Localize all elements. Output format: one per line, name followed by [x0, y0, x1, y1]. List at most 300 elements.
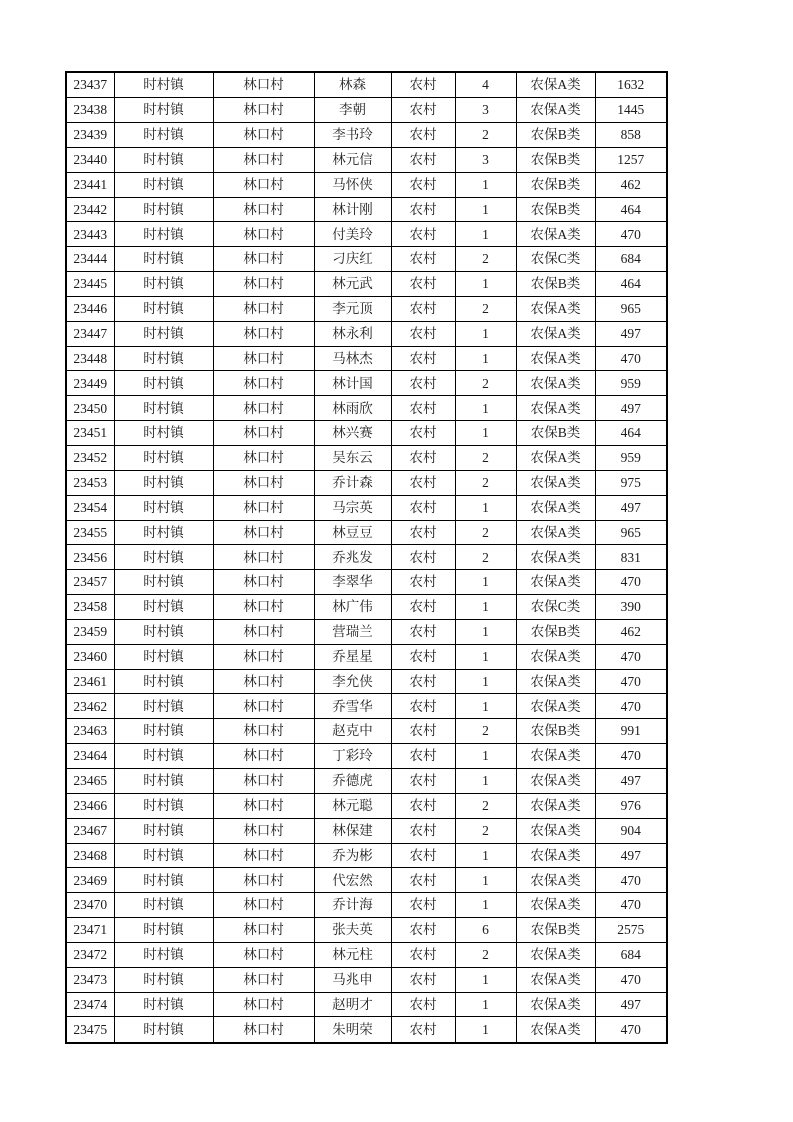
- table-row: [66, 98, 667, 123]
- cell-village: 林口村: [213, 147, 314, 172]
- cell-insurance_category: 农保A类: [516, 793, 595, 818]
- cell-residence_type: 农村: [391, 371, 455, 396]
- table-row: [66, 72, 667, 98]
- cell-name: 林元聪: [314, 793, 391, 818]
- cell-name: 乔德虎: [314, 768, 391, 793]
- cell-town: 时村镇: [114, 619, 213, 644]
- cell-village: 林口村: [213, 247, 314, 272]
- cell-amount: 497: [595, 843, 667, 868]
- cell-town: 时村镇: [114, 470, 213, 495]
- cell-name: 乔为彬: [314, 843, 391, 868]
- cell-record_id: 23442: [66, 197, 114, 222]
- cell-insurance_category: 农保A类: [516, 222, 595, 247]
- cell-record_id: 23449: [66, 371, 114, 396]
- cell-name: 代宏然: [314, 868, 391, 893]
- cell-amount: 965: [595, 296, 667, 321]
- table-row: [66, 918, 667, 943]
- cell-name: 赵明才: [314, 992, 391, 1017]
- cell-record_id: 23438: [66, 98, 114, 123]
- cell-person_count: 2: [455, 793, 516, 818]
- cell-town: 时村镇: [114, 595, 213, 620]
- cell-insurance_category: 农保A类: [516, 72, 595, 98]
- table-row: [66, 818, 667, 843]
- cell-residence_type: 农村: [391, 72, 455, 98]
- cell-record_id: 23468: [66, 843, 114, 868]
- table-row: [66, 669, 667, 694]
- cell-insurance_category: 农保B类: [516, 272, 595, 297]
- cell-town: 时村镇: [114, 197, 213, 222]
- cell-name: 林保建: [314, 818, 391, 843]
- cell-residence_type: 农村: [391, 570, 455, 595]
- cell-amount: 965: [595, 520, 667, 545]
- cell-amount: 2575: [595, 918, 667, 943]
- cell-village: 林口村: [213, 918, 314, 943]
- cell-person_count: 1: [455, 992, 516, 1017]
- table-row: [66, 595, 667, 620]
- cell-record_id: 23461: [66, 669, 114, 694]
- cell-record_id: 23470: [66, 893, 114, 918]
- cell-amount: 497: [595, 321, 667, 346]
- cell-amount: 497: [595, 992, 667, 1017]
- cell-name: 马林杰: [314, 346, 391, 371]
- cell-insurance_category: 农保B类: [516, 172, 595, 197]
- cell-person_count: 1: [455, 644, 516, 669]
- cell-amount: 1632: [595, 72, 667, 98]
- cell-record_id: 23457: [66, 570, 114, 595]
- cell-record_id: 23452: [66, 446, 114, 471]
- cell-insurance_category: 农保B类: [516, 147, 595, 172]
- cell-amount: 975: [595, 470, 667, 495]
- cell-town: 时村镇: [114, 172, 213, 197]
- cell-village: 林口村: [213, 72, 314, 98]
- cell-amount: 470: [595, 346, 667, 371]
- cell-residence_type: 农村: [391, 520, 455, 545]
- cell-insurance_category: 农保A类: [516, 644, 595, 669]
- cell-residence_type: 农村: [391, 247, 455, 272]
- cell-name: 付美玲: [314, 222, 391, 247]
- cell-insurance_category: 农保A类: [516, 669, 595, 694]
- cell-amount: 959: [595, 371, 667, 396]
- cell-town: 时村镇: [114, 545, 213, 570]
- cell-town: 时村镇: [114, 992, 213, 1017]
- cell-town: 时村镇: [114, 843, 213, 868]
- cell-town: 时村镇: [114, 346, 213, 371]
- table-row: [66, 619, 667, 644]
- cell-person_count: 1: [455, 222, 516, 247]
- cell-insurance_category: 农保A类: [516, 570, 595, 595]
- cell-person_count: 2: [455, 247, 516, 272]
- cell-insurance_category: 农保B类: [516, 619, 595, 644]
- cell-record_id: 23475: [66, 1017, 114, 1043]
- cell-person_count: 2: [455, 942, 516, 967]
- cell-insurance_category: 农保A类: [516, 470, 595, 495]
- cell-town: 时村镇: [114, 893, 213, 918]
- cell-residence_type: 农村: [391, 868, 455, 893]
- table-row: [66, 843, 667, 868]
- cell-town: 时村镇: [114, 396, 213, 421]
- cell-record_id: 23439: [66, 123, 114, 148]
- cell-village: 林口村: [213, 545, 314, 570]
- cell-insurance_category: 农保A类: [516, 98, 595, 123]
- cell-village: 林口村: [213, 1017, 314, 1043]
- cell-town: 时村镇: [114, 147, 213, 172]
- cell-amount: 976: [595, 793, 667, 818]
- cell-town: 时村镇: [114, 495, 213, 520]
- cell-village: 林口村: [213, 818, 314, 843]
- cell-person_count: 1: [455, 172, 516, 197]
- cell-village: 林口村: [213, 520, 314, 545]
- cell-person_count: 2: [455, 520, 516, 545]
- cell-person_count: 1: [455, 495, 516, 520]
- cell-village: 林口村: [213, 222, 314, 247]
- cell-amount: 464: [595, 421, 667, 446]
- cell-record_id: 23444: [66, 247, 114, 272]
- cell-person_count: 4: [455, 72, 516, 98]
- table-row: [66, 694, 667, 719]
- cell-town: 时村镇: [114, 272, 213, 297]
- cell-residence_type: 农村: [391, 644, 455, 669]
- cell-name: 赵克中: [314, 719, 391, 744]
- cell-person_count: 1: [455, 694, 516, 719]
- cell-name: 林元柱: [314, 942, 391, 967]
- table-row: [66, 1017, 667, 1043]
- cell-town: 时村镇: [114, 1017, 213, 1043]
- cell-person_count: 2: [455, 545, 516, 570]
- cell-residence_type: 农村: [391, 495, 455, 520]
- cell-village: 林口村: [213, 172, 314, 197]
- cell-insurance_category: 农保A类: [516, 346, 595, 371]
- cell-person_count: 2: [455, 818, 516, 843]
- cell-insurance_category: 农保B类: [516, 123, 595, 148]
- table-row: [66, 197, 667, 222]
- cell-person_count: 1: [455, 843, 516, 868]
- cell-residence_type: 农村: [391, 346, 455, 371]
- cell-person_count: 2: [455, 446, 516, 471]
- cell-person_count: 1: [455, 197, 516, 222]
- cell-village: 林口村: [213, 843, 314, 868]
- table-row: [66, 793, 667, 818]
- cell-person_count: 1: [455, 346, 516, 371]
- cell-amount: 470: [595, 744, 667, 769]
- cell-town: 时村镇: [114, 942, 213, 967]
- cell-insurance_category: 农保A类: [516, 967, 595, 992]
- cell-person_count: 6: [455, 918, 516, 943]
- cell-insurance_category: 农保A类: [516, 520, 595, 545]
- cell-insurance_category: 农保A类: [516, 321, 595, 346]
- cell-insurance_category: 农保A类: [516, 371, 595, 396]
- cell-record_id: 23443: [66, 222, 114, 247]
- cell-amount: 470: [595, 893, 667, 918]
- table-body: [66, 72, 667, 1043]
- cell-name: 李书玲: [314, 123, 391, 148]
- cell-name: 李翠华: [314, 570, 391, 595]
- cell-residence_type: 农村: [391, 1017, 455, 1043]
- cell-insurance_category: 农保A类: [516, 843, 595, 868]
- table-row: [66, 495, 667, 520]
- cell-village: 林口村: [213, 893, 314, 918]
- cell-town: 时村镇: [114, 793, 213, 818]
- cell-residence_type: 农村: [391, 967, 455, 992]
- cell-insurance_category: 农保B类: [516, 719, 595, 744]
- cell-residence_type: 农村: [391, 98, 455, 123]
- cell-amount: 470: [595, 570, 667, 595]
- cell-person_count: 1: [455, 1017, 516, 1043]
- cell-name: 林广伟: [314, 595, 391, 620]
- cell-person_count: 1: [455, 595, 516, 620]
- cell-record_id: 23437: [66, 72, 114, 98]
- cell-village: 林口村: [213, 495, 314, 520]
- cell-village: 林口村: [213, 694, 314, 719]
- cell-name: 乔雪华: [314, 694, 391, 719]
- cell-amount: 1445: [595, 98, 667, 123]
- cell-record_id: 23458: [66, 595, 114, 620]
- cell-town: 时村镇: [114, 371, 213, 396]
- cell-residence_type: 农村: [391, 843, 455, 868]
- cell-town: 时村镇: [114, 918, 213, 943]
- cell-person_count: 2: [455, 123, 516, 148]
- cell-record_id: 23454: [66, 495, 114, 520]
- cell-record_id: 23446: [66, 296, 114, 321]
- cell-record_id: 23459: [66, 619, 114, 644]
- cell-residence_type: 农村: [391, 893, 455, 918]
- cell-village: 林口村: [213, 644, 314, 669]
- cell-name: 林永利: [314, 321, 391, 346]
- cell-person_count: 3: [455, 98, 516, 123]
- table-row: [66, 520, 667, 545]
- cell-village: 林口村: [213, 123, 314, 148]
- cell-record_id: 23440: [66, 147, 114, 172]
- cell-town: 时村镇: [114, 669, 213, 694]
- cell-amount: 470: [595, 222, 667, 247]
- cell-insurance_category: 农保A类: [516, 768, 595, 793]
- cell-amount: 904: [595, 818, 667, 843]
- cell-record_id: 23463: [66, 719, 114, 744]
- cell-name: 林兴赛: [314, 421, 391, 446]
- cell-residence_type: 农村: [391, 421, 455, 446]
- cell-record_id: 23474: [66, 992, 114, 1017]
- cell-residence_type: 农村: [391, 744, 455, 769]
- cell-town: 时村镇: [114, 818, 213, 843]
- cell-town: 时村镇: [114, 123, 213, 148]
- cell-name: 林计国: [314, 371, 391, 396]
- cell-town: 时村镇: [114, 694, 213, 719]
- cell-amount: 684: [595, 942, 667, 967]
- cell-amount: 464: [595, 197, 667, 222]
- cell-town: 时村镇: [114, 744, 213, 769]
- cell-amount: 470: [595, 694, 667, 719]
- table-row: [66, 942, 667, 967]
- cell-residence_type: 农村: [391, 669, 455, 694]
- cell-name: 林计刚: [314, 197, 391, 222]
- cell-residence_type: 农村: [391, 719, 455, 744]
- cell-village: 林口村: [213, 296, 314, 321]
- cell-name: 李允侠: [314, 669, 391, 694]
- cell-residence_type: 农村: [391, 272, 455, 297]
- cell-record_id: 23451: [66, 421, 114, 446]
- table-row: [66, 768, 667, 793]
- table-row: [66, 744, 667, 769]
- table-row: [66, 644, 667, 669]
- cell-amount: 858: [595, 123, 667, 148]
- cell-residence_type: 农村: [391, 172, 455, 197]
- cell-residence_type: 农村: [391, 694, 455, 719]
- cell-residence_type: 农村: [391, 396, 455, 421]
- cell-insurance_category: 农保A类: [516, 545, 595, 570]
- cell-amount: 684: [595, 247, 667, 272]
- cell-record_id: 23472: [66, 942, 114, 967]
- cell-person_count: 1: [455, 768, 516, 793]
- table-row: [66, 172, 667, 197]
- cell-insurance_category: 农保A类: [516, 1017, 595, 1043]
- cell-amount: 470: [595, 868, 667, 893]
- cell-amount: 470: [595, 644, 667, 669]
- table-row: [66, 321, 667, 346]
- cell-town: 时村镇: [114, 446, 213, 471]
- cell-name: 丁彩玲: [314, 744, 391, 769]
- cell-person_count: 1: [455, 893, 516, 918]
- cell-amount: 464: [595, 272, 667, 297]
- cell-town: 时村镇: [114, 644, 213, 669]
- cell-amount: 470: [595, 669, 667, 694]
- cell-name: 乔兆发: [314, 545, 391, 570]
- cell-record_id: 23473: [66, 967, 114, 992]
- cell-person_count: 3: [455, 147, 516, 172]
- cell-record_id: 23441: [66, 172, 114, 197]
- cell-name: 林豆豆: [314, 520, 391, 545]
- cell-residence_type: 农村: [391, 818, 455, 843]
- cell-person_count: 1: [455, 868, 516, 893]
- table-row: [66, 147, 667, 172]
- cell-name: 马宗英: [314, 495, 391, 520]
- cell-name: 马怀侠: [314, 172, 391, 197]
- cell-insurance_category: 农保A类: [516, 942, 595, 967]
- cell-town: 时村镇: [114, 719, 213, 744]
- cell-residence_type: 农村: [391, 123, 455, 148]
- cell-insurance_category: 农保B类: [516, 918, 595, 943]
- cell-town: 时村镇: [114, 72, 213, 98]
- cell-record_id: 23471: [66, 918, 114, 943]
- cell-residence_type: 农村: [391, 222, 455, 247]
- cell-village: 林口村: [213, 595, 314, 620]
- cell-village: 林口村: [213, 768, 314, 793]
- cell-name: 林雨欣: [314, 396, 391, 421]
- cell-name: 吴东云: [314, 446, 391, 471]
- cell-person_count: 1: [455, 669, 516, 694]
- cell-name: 林元武: [314, 272, 391, 297]
- cell-amount: 462: [595, 619, 667, 644]
- cell-village: 林口村: [213, 570, 314, 595]
- cell-village: 林口村: [213, 446, 314, 471]
- cell-amount: 991: [595, 719, 667, 744]
- table-row: [66, 992, 667, 1017]
- cell-insurance_category: 农保A类: [516, 446, 595, 471]
- cell-town: 时村镇: [114, 98, 213, 123]
- cell-name: 马兆申: [314, 967, 391, 992]
- table-row: [66, 123, 667, 148]
- cell-name: 朱明荣: [314, 1017, 391, 1043]
- cell-town: 时村镇: [114, 868, 213, 893]
- cell-amount: 390: [595, 595, 667, 620]
- cell-record_id: 23453: [66, 470, 114, 495]
- cell-insurance_category: 农保C类: [516, 595, 595, 620]
- cell-name: 乔星星: [314, 644, 391, 669]
- cell-record_id: 23469: [66, 868, 114, 893]
- table-row: [66, 967, 667, 992]
- table-row: [66, 396, 667, 421]
- cell-record_id: 23447: [66, 321, 114, 346]
- cell-residence_type: 农村: [391, 768, 455, 793]
- table-row: [66, 272, 667, 297]
- cell-amount: 1257: [595, 147, 667, 172]
- cell-village: 林口村: [213, 868, 314, 893]
- cell-town: 时村镇: [114, 570, 213, 595]
- cell-residence_type: 农村: [391, 545, 455, 570]
- cell-name: 林元信: [314, 147, 391, 172]
- cell-name: 李朝: [314, 98, 391, 123]
- cell-residence_type: 农村: [391, 992, 455, 1017]
- cell-amount: 470: [595, 1017, 667, 1043]
- cell-insurance_category: 农保A类: [516, 694, 595, 719]
- cell-village: 林口村: [213, 744, 314, 769]
- cell-person_count: 1: [455, 321, 516, 346]
- cell-residence_type: 农村: [391, 942, 455, 967]
- cell-name: 张夫英: [314, 918, 391, 943]
- cell-town: 时村镇: [114, 768, 213, 793]
- cell-amount: 497: [595, 768, 667, 793]
- table-row: [66, 421, 667, 446]
- cell-town: 时村镇: [114, 321, 213, 346]
- table-row: [66, 893, 667, 918]
- cell-amount: 959: [595, 446, 667, 471]
- cell-record_id: 23448: [66, 346, 114, 371]
- insurance-roster-table: [65, 71, 668, 1044]
- cell-record_id: 23456: [66, 545, 114, 570]
- cell-village: 林口村: [213, 669, 314, 694]
- cell-insurance_category: 农保A类: [516, 893, 595, 918]
- table-row: [66, 545, 667, 570]
- cell-residence_type: 农村: [391, 296, 455, 321]
- cell-insurance_category: 农保A类: [516, 992, 595, 1017]
- cell-insurance_category: 农保A类: [516, 868, 595, 893]
- table-row: [66, 719, 667, 744]
- table-row: [66, 446, 667, 471]
- cell-village: 林口村: [213, 197, 314, 222]
- cell-insurance_category: 农保A类: [516, 744, 595, 769]
- cell-amount: 831: [595, 545, 667, 570]
- cell-insurance_category: 农保A类: [516, 296, 595, 321]
- cell-record_id: 23462: [66, 694, 114, 719]
- cell-person_count: 2: [455, 371, 516, 396]
- cell-name: 林森: [314, 72, 391, 98]
- cell-village: 林口村: [213, 793, 314, 818]
- cell-insurance_category: 农保A类: [516, 396, 595, 421]
- cell-village: 林口村: [213, 470, 314, 495]
- cell-insurance_category: 农保B类: [516, 197, 595, 222]
- cell-record_id: 23445: [66, 272, 114, 297]
- cell-person_count: 2: [455, 470, 516, 495]
- cell-record_id: 23455: [66, 520, 114, 545]
- cell-person_count: 1: [455, 396, 516, 421]
- cell-residence_type: 农村: [391, 619, 455, 644]
- cell-residence_type: 农村: [391, 321, 455, 346]
- table-row: [66, 346, 667, 371]
- table-row: [66, 371, 667, 396]
- table-row: [66, 296, 667, 321]
- table-row: [66, 570, 667, 595]
- cell-residence_type: 农村: [391, 147, 455, 172]
- cell-village: 林口村: [213, 346, 314, 371]
- cell-record_id: 23464: [66, 744, 114, 769]
